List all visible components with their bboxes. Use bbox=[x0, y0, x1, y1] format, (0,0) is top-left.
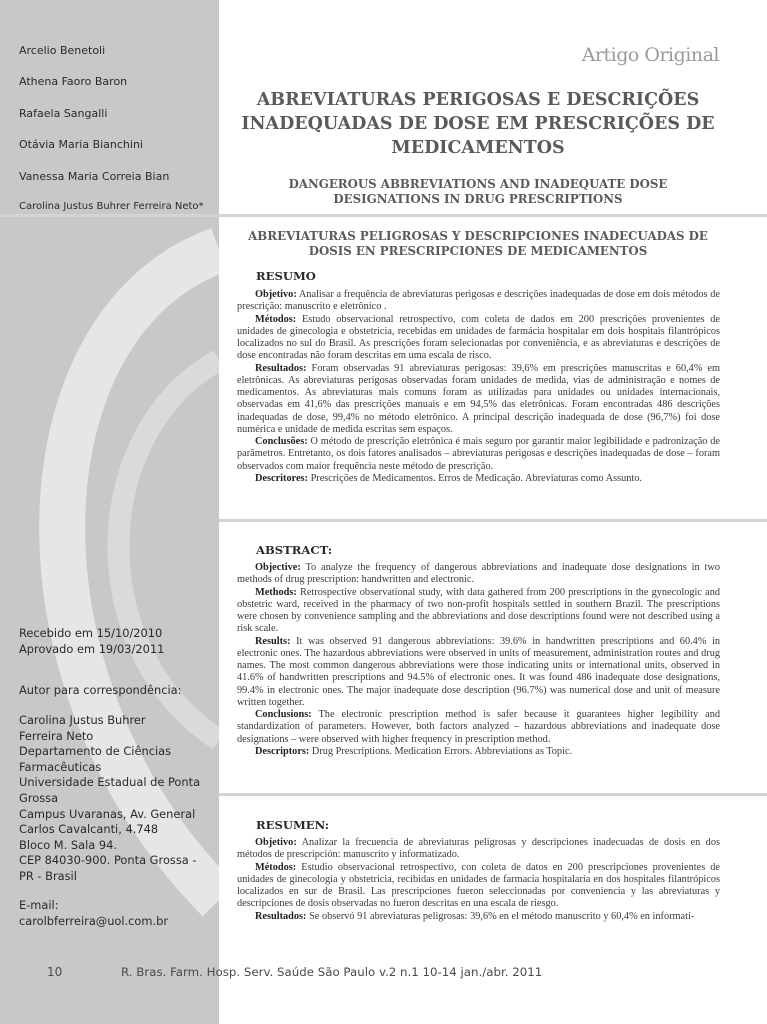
abstract-heading: ABSTRACT: bbox=[256, 543, 333, 557]
received-date: Recebido em 15/10/2010 bbox=[19, 626, 163, 640]
title-spanish: ABREVIATURAS PELIGROSAS Y DESCRIPCIONES INADECUADAS DE DOSIS EN PRESCRIPCIONES DE MEDICAMENTOS bbox=[248, 229, 708, 258]
resumo-objective: Objetivo: Analisar a frequência de abreviaturas perigosas e descrições inadequadas de dose em dois métodos de prescrição: manuscrito e eletrônico . bbox=[237, 289, 720, 313]
address-line: Farmacêuticas bbox=[19, 759, 102, 774]
abstract-methods: Methods: Retrospective observational study, with data gathered from 200 prescriptions in the gynecologic and obstetric ward, received in the pharmacy of two non-profit hospitals settled in southern Brazil. The prescriptions were chosen by convenience sampling and the abbreviations and dose descriptions found were not described using a risk scale. bbox=[237, 586, 720, 635]
resumen-heading: RESUMEN: bbox=[256, 818, 330, 832]
resumen-body bbox=[237, 837, 720, 923]
journal-citation: R. Bras. Farm. Hosp. Serv. Saúde São Paulo v.2 n.1 10-14 jan./abr. 2011 bbox=[121, 965, 543, 979]
address-line: Departamento de Ciências bbox=[19, 744, 172, 759]
page-number: 10 bbox=[47, 965, 63, 979]
address-line: PR - Brasil bbox=[19, 868, 77, 883]
address-line: Carolina Justus Buhrer bbox=[19, 713, 146, 727]
submission-dates bbox=[19, 626, 164, 657]
resumo-body bbox=[237, 289, 720, 485]
email-address[interactable]: carolbferreira@uol.com.br bbox=[19, 913, 169, 928]
address-line: Carlos Cavalcanti, 4.748 bbox=[19, 822, 159, 837]
author-name: Carolina Justus Buhrer Ferreira Neto* bbox=[19, 200, 204, 212]
address-line: CEP 84030-900. Ponta Grossa - bbox=[19, 853, 197, 868]
abstract-conclusions: Conclusions: The electronic prescription method is safer because it guarantees higher legibility and standardization of parameters. However, both factors analyzed – hazardous abbreviations and inadequate dose designations – were observed with higher frequency in prescription method. bbox=[237, 709, 720, 745]
address-line: Campus Uvaranas, Av. General bbox=[19, 806, 196, 821]
abstract-results: Results: It was observed 91 dangerous abbreviations: 39.6% in handwritten prescriptions and 60.4% in electronic ones. The hazardous abbreviations were observed in units of measurement, administration routes and drug names. The most common dangerous abbreviations were those indicating units or international units, observed in 41.6% of handwritten prescriptions and 94.5% of electronic ones. It was found 486 inadequate dose designations, 99.4% in electronic ones. The major inadequate dose description (96.7%) was numerical dose and unit of measure written together. bbox=[237, 635, 720, 708]
email-block bbox=[19, 898, 168, 929]
author-name: Otávia Maria Bianchini bbox=[19, 138, 143, 152]
address-line: Grossa bbox=[19, 790, 59, 805]
author-list bbox=[19, 44, 204, 232]
address-line: Ferreira Neto bbox=[19, 728, 94, 743]
resumen-results: Resultados: Se observó 91 abreviaturas peligrosas: 39,6% en el método manuscrito y 60,4% en informati- bbox=[255, 910, 695, 922]
author-name: Vanessa Maria Correia Bian bbox=[19, 169, 170, 183]
author-name: Athena Faoro Baron bbox=[19, 75, 128, 89]
sidebar bbox=[0, 0, 219, 1024]
divider bbox=[219, 793, 767, 796]
abstract-objective: Objective: To analyze the frequency of dangerous abbreviations and inadequate dose designations in two methods of drug prescription: handwritten and electronic. bbox=[237, 562, 720, 586]
address-line: Bloco M. Sala 94. bbox=[19, 837, 117, 852]
title-english: DANGEROUS ABBREVIATIONS AND INADEQUATE DOSE DESIGNATIONS IN DRUG PRESCRIPTIONS bbox=[288, 177, 668, 206]
article-type-label: Artigo Original bbox=[581, 44, 719, 66]
title-portuguese: ABREVIATURAS PERIGOSAS E DESCRIÇÕES INADEQUADAS DE DOSE EM PRESCRIÇÕES DE MEDICAMENTOS bbox=[241, 90, 715, 158]
resumo-methods: Métodos: Estudo observacional retrospectivo, com coleta de dados em 200 prescrições provenientes de unidades de ginecologia e obstetrícia, recebidas em unidades de farmácia hospitalar em dois hospitais filantrópicos localizados no sul do Brasil. As prescrições foram selecionadas por conveniência, e as abreviaturas e descrições de dose encontradas não foram descritas em uma escala de risco. bbox=[237, 313, 720, 362]
approved-date: Aprovado em 19/03/2011 bbox=[19, 641, 165, 656]
abstract-body bbox=[237, 562, 720, 758]
resumen-objective: Objetivo: Analizar la frecuencia de abreviaturas peligrosas y descripciones inadecuadas de dosis en dos métodos de prescripción: manuscrito y informatizado. bbox=[237, 837, 720, 861]
divider bbox=[0, 214, 767, 217]
abstract-descriptors: Descriptors: Drug Prescriptions. Medication Errors. Abbreviations as Topic. bbox=[255, 745, 573, 757]
resumo-heading: RESUMO bbox=[256, 269, 316, 283]
divider bbox=[219, 519, 767, 522]
resumo-results: Resultados: Foram observadas 91 abreviaturas perigosas: 39,6% em prescrições manuscritas e 60,4% em eletrônicas. As abreviaturas perigosas observadas foram unidades de medida, vias de administração e nomes de medicamentos. As abreviaturas mais comuns foram as utilizadas para unidades ou unidades internacionais, observadas em 41,6% das prescrições manuais e em 94,5% das eletrônicas. Foram encontradas 486 descrições inadequadas de dose, 99,4% no método eletrônico. A principal descrição inadequada de dose (96,7%) foi dose numérica e unidade de medida escritas sem espaços. bbox=[237, 362, 720, 435]
author-name: Arcelio Benetoli bbox=[19, 44, 106, 57]
resumo-descriptors: Descritores: Prescrições de Medicamentos. Erros de Medicação. Abreviaturas como Assunto. bbox=[255, 472, 642, 484]
author-name: Rafaela Sangalli bbox=[19, 106, 108, 120]
address-line: Universidade Estadual de Ponta bbox=[19, 775, 201, 790]
email-label: E-mail: bbox=[19, 898, 59, 912]
resumen-methods: Métodos: Estudio observacional retrospectivo, con coleta de datos en 200 prescripciones provenientes de unidades de ginecología y obstetricia, recibidas en unidades de farmacia hospitalaria en dos hospitales filantrópicos localizados en sur de Brasil. Las prescripciones fueron seleccionadas por conveniencia y las abreviaturas y descripciones de dosis observadas no fueron descritas en una escala de riesgo. bbox=[237, 861, 721, 910]
correspondence-address bbox=[19, 713, 214, 885]
correspondence-label: Autor para correspondência: bbox=[19, 683, 182, 697]
resumo-conclusions: Conclusões: O método de prescrição eletrônica é mais seguro por garantir maior legibilidade e padronização de parâmetros. Entretanto, os dois fatores analisados – abreviaturas perigosas e descrições inadequadas de dose – foram observados com maior frequência neste método de prescrição. bbox=[237, 436, 720, 472]
